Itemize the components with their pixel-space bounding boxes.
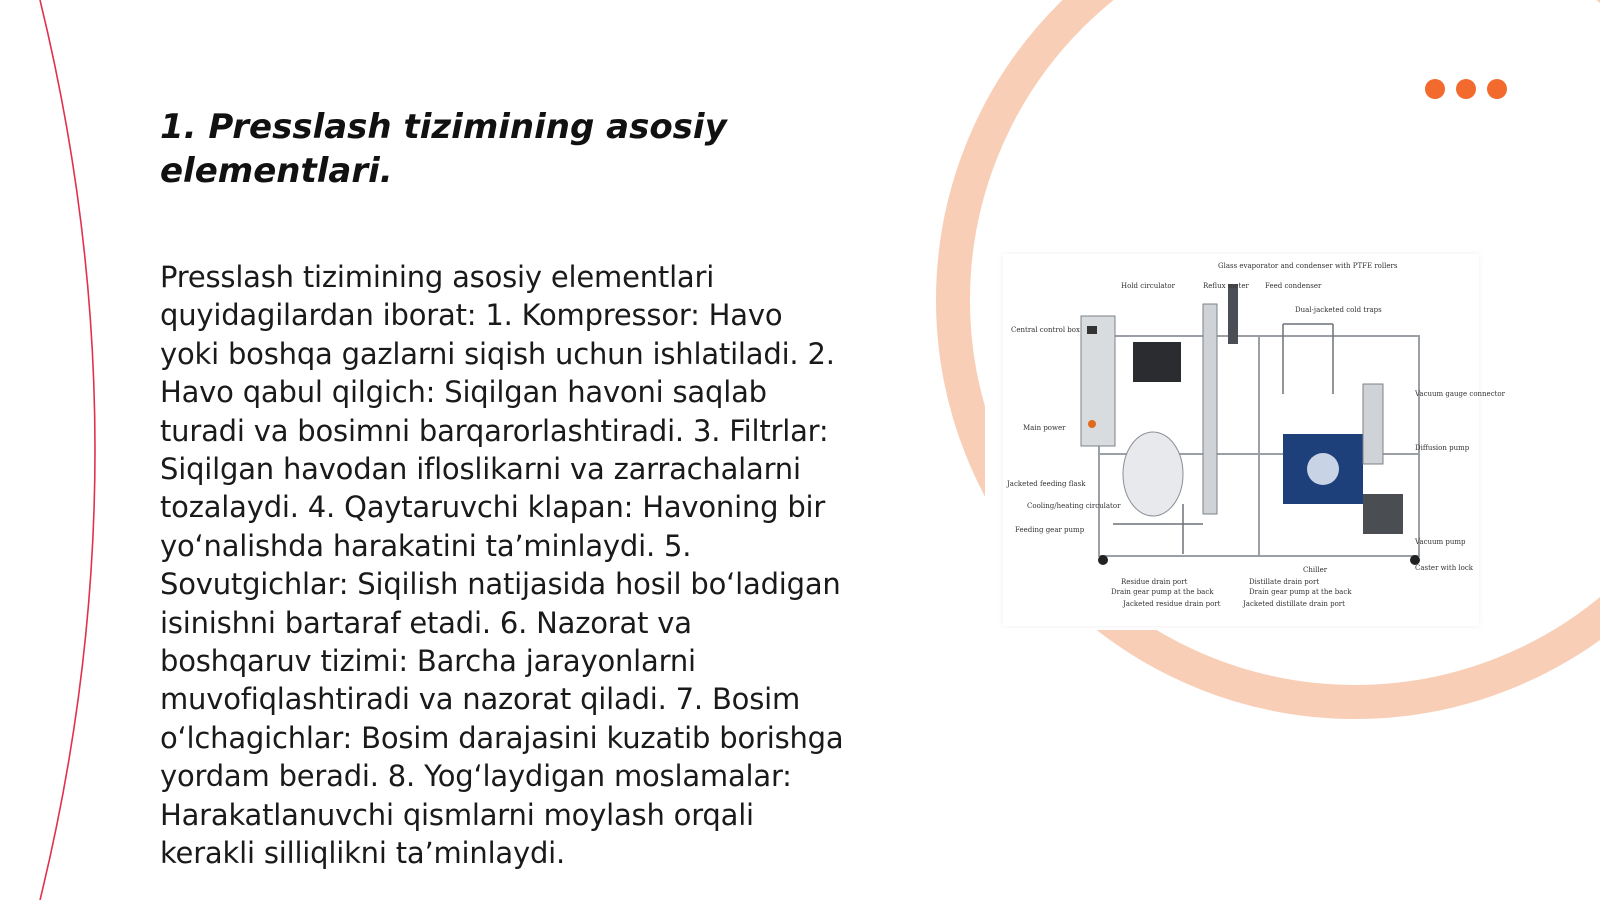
figure-label: Jacketed feeding flask <box>1007 480 1086 488</box>
slide-body-text: Presslash tizimining asosiy elementlari quyidagilardan iborat: 1. Kompressor: Havo yoki boshqa gazlarni siqish uchun ishlatiladi. 2. Havo qabul qilgich: Siqilgan havoni saqlab turadi va bosimni barqarorlashtiradi. 3. Filtrlar: Siqilgan havodan ifloslikarni va zarrachalarni tozalaydi. 4. Qaytaruvchi klapan: Havoning bir yo‘nalishda harakatini ta’minlaydi. 5. Sovutgichlar: Siqilish natijasida hosil bo‘ladigan isinishni bartaraf etadi. 6. Nazorat va boshqaruv tizimi: Barcha jarayonlarni muvofiqlashtiradi va nazorat qiladi. 7. Bosim o‘lchagichlar: Bosim darajasini kuzatib borishga yordam beradi. 8. Yog‘laydigan moslamalar: Harakatlanuvchi qismlarni moylash orqali kerakli silliqlikni ta’minlaydi. <box>160 260 844 871</box>
figure-label: Diffusion pump <box>1415 444 1470 452</box>
figure-label: Feed condenser <box>1265 282 1322 290</box>
figure-label: Vacuum pump <box>1415 538 1466 546</box>
figure-label: Glass evaporator and condenser with PTFE rollers <box>1218 262 1398 270</box>
figure-label: Jacketed residue drain port <box>1123 600 1221 608</box>
figure-label: Dual-jacketed cold traps <box>1295 306 1382 314</box>
figure-label: Jacketed distillate drain port <box>1243 600 1345 608</box>
three-dots-icon <box>1425 79 1507 99</box>
figure-label: Chiller <box>1303 566 1328 574</box>
dot <box>1456 79 1476 99</box>
left-accent-line <box>40 0 95 900</box>
figure-label: Reflux meter <box>1203 282 1249 290</box>
figure-label: Cooling/heating circulator <box>1027 502 1121 510</box>
figure-label: Distillate drain port <box>1249 578 1320 586</box>
figure-label: Central control box <box>1011 326 1080 334</box>
equipment-diagram <box>1003 254 1505 626</box>
figure-label: Main power <box>1023 424 1066 432</box>
equipment-diagram-image <box>1003 254 1505 626</box>
figure-label: Residue drain port <box>1121 578 1188 586</box>
figure-label: Vacuum gauge connector <box>1415 390 1505 398</box>
dot <box>1425 79 1445 99</box>
figure-label: Caster with lock <box>1415 564 1474 572</box>
figure-label: Drain gear pump at the back <box>1249 588 1352 596</box>
slide-title: 1. Presslash tizimining asosiy elementlari. <box>160 107 727 191</box>
dot <box>1487 79 1507 99</box>
figure-label: Hold circulator <box>1121 282 1175 290</box>
figure-label: Feeding gear pump <box>1015 526 1085 534</box>
figure-label: Drain gear pump at the back <box>1111 588 1214 596</box>
